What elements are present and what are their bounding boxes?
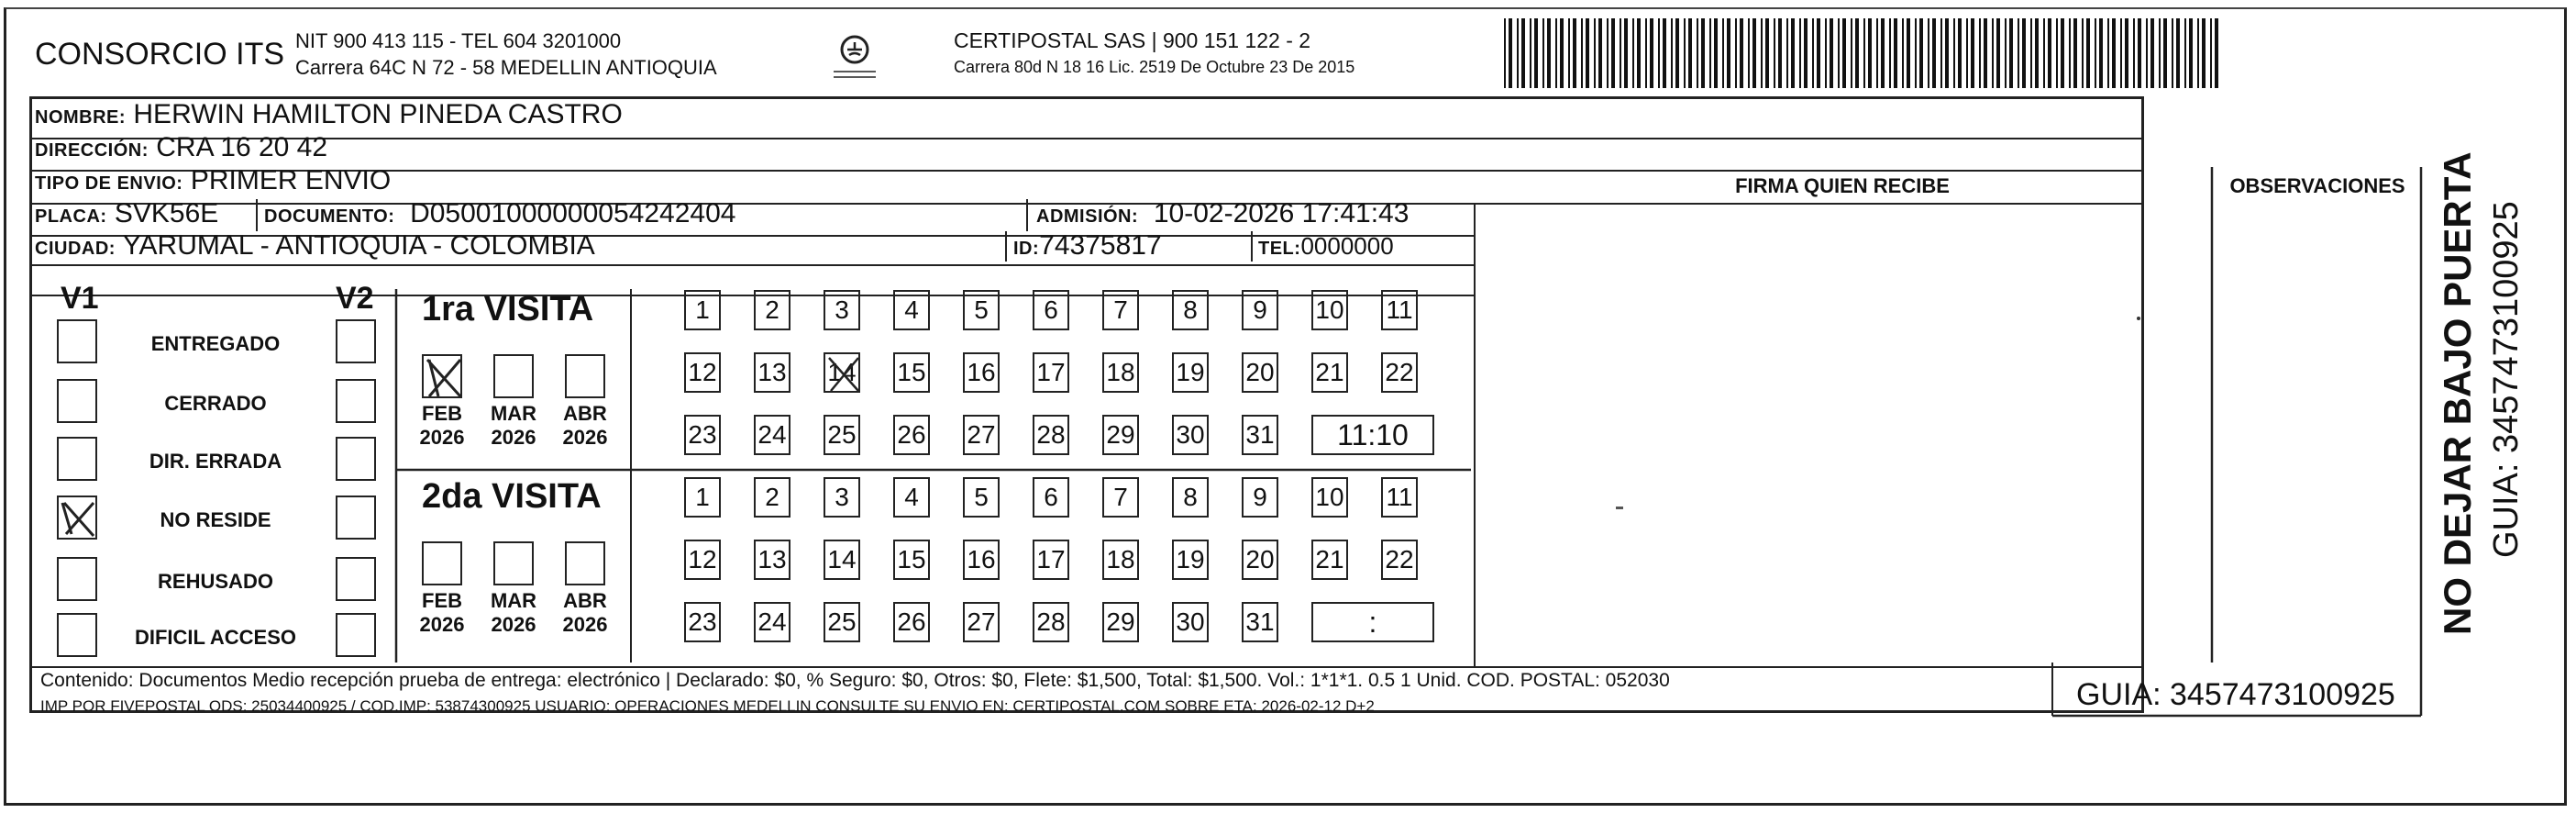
footer-content: Contenido: Documentos Medio recepción prueba de entrega: electrónico | Declarado: $0, % Seguro: $0, Otros: $0, Flete: $1,500, Total: $1,500. Vol.: 1*1*1. 0.5 1 Unid. COD. POSTAL: 052030 xyxy=(40,670,1670,691)
day-number: 5 xyxy=(974,483,989,511)
day-box[interactable] xyxy=(824,477,860,518)
v1-checkbox[interactable] xyxy=(57,319,97,363)
month-label xyxy=(415,589,470,637)
day-number: 2 xyxy=(765,295,779,324)
day-number: 1 xyxy=(695,483,710,511)
ciudad-value: YARUMAL - ANTIOQUIA - COLOMBIA xyxy=(122,230,595,261)
day-number: 4 xyxy=(904,483,919,511)
day-number: 3 xyxy=(835,295,849,324)
status-label: CERRADO xyxy=(164,392,267,415)
month-checkbox[interactable] xyxy=(422,354,462,398)
id-value: 74375817 xyxy=(1039,230,1162,261)
status-label: REHUSADO xyxy=(158,570,273,593)
v2-checkbox[interactable] xyxy=(336,557,376,601)
day-box[interactable] xyxy=(754,290,790,330)
day-box[interactable] xyxy=(893,290,930,330)
day-number: 14 xyxy=(827,545,857,574)
day-number: 5 xyxy=(974,295,989,324)
v1-checkbox[interactable] xyxy=(57,557,97,601)
month-checkbox[interactable] xyxy=(565,354,605,398)
day-number: 20 xyxy=(1245,358,1275,386)
observaciones-header: OBSERVACIONES xyxy=(2229,174,2405,197)
day-box[interactable] xyxy=(1102,290,1139,330)
day-box[interactable] xyxy=(1311,540,1348,580)
admision-row xyxy=(1036,198,1409,229)
day-box[interactable] xyxy=(893,602,930,642)
day-box[interactable] xyxy=(963,290,1000,330)
month-checkbox[interactable] xyxy=(493,354,534,398)
month-checkbox[interactable] xyxy=(565,541,605,585)
day-box[interactable] xyxy=(1242,602,1278,642)
day-number: 30 xyxy=(1176,607,1205,636)
placa-label: PLACA: xyxy=(35,206,107,227)
day-box[interactable] xyxy=(824,352,860,393)
day-box[interactable] xyxy=(963,540,1000,580)
day-box[interactable] xyxy=(963,477,1000,518)
documento-row xyxy=(264,198,735,229)
day-number: 22 xyxy=(1385,545,1414,574)
admision-label: ADMISIÓN: xyxy=(1036,206,1139,227)
day-number: 11 xyxy=(1386,483,1413,511)
day-box[interactable] xyxy=(684,290,721,330)
day-number: 2 xyxy=(765,483,779,511)
day-box[interactable] xyxy=(893,352,930,393)
day-box[interactable] xyxy=(684,477,721,518)
day-box[interactable] xyxy=(1102,352,1139,393)
day-box[interactable] xyxy=(1172,540,1209,580)
status-label: DIR. ERRADA xyxy=(149,450,282,473)
month-label xyxy=(486,402,541,450)
day-number: 25 xyxy=(827,607,857,636)
day-box[interactable] xyxy=(754,540,790,580)
day-box[interactable] xyxy=(1172,352,1209,393)
direccion-label: DIRECCIÓN: xyxy=(35,140,149,161)
v1-header: V1 xyxy=(61,281,99,316)
month-checkbox[interactable] xyxy=(422,541,462,585)
day-box[interactable] xyxy=(1242,540,1278,580)
v2-checkbox[interactable] xyxy=(336,379,376,423)
tipo-row xyxy=(35,165,391,196)
v1-checkbox[interactable] xyxy=(57,496,97,540)
day-box[interactable] xyxy=(1381,540,1418,580)
day-box[interactable] xyxy=(1102,415,1139,455)
day-number: 10 xyxy=(1315,483,1344,511)
day-number: 30 xyxy=(1176,420,1205,449)
day-number: 22 xyxy=(1385,358,1414,386)
day-box[interactable] xyxy=(1102,602,1139,642)
visit-title: 2da VISITA xyxy=(422,477,602,516)
id-label: ID: xyxy=(1013,239,1040,259)
day-number: 15 xyxy=(897,358,926,386)
day-box[interactable] xyxy=(824,415,860,455)
day-number: 13 xyxy=(757,545,787,574)
day-number: 27 xyxy=(967,607,996,636)
day-number: 8 xyxy=(1183,483,1198,511)
day-number: 27 xyxy=(967,420,996,449)
day-box[interactable] xyxy=(754,477,790,518)
month-label xyxy=(415,402,470,450)
documento-value: D05001000000054242404 xyxy=(410,198,736,228)
day-box[interactable] xyxy=(684,540,721,580)
day-number: 6 xyxy=(1044,295,1058,324)
signature-mark xyxy=(1616,507,1623,509)
day-box[interactable] xyxy=(1242,352,1278,393)
id-row xyxy=(1013,230,1162,262)
day-number: 29 xyxy=(1106,420,1135,449)
day-box[interactable] xyxy=(1033,540,1069,580)
day-number: 31 xyxy=(1245,607,1275,636)
month-year: 2026 xyxy=(491,426,536,449)
month-label xyxy=(486,589,541,637)
month-year: 2026 xyxy=(419,613,465,636)
day-box[interactable] xyxy=(1242,290,1278,330)
day-box[interactable] xyxy=(1102,477,1139,518)
v1-checkbox[interactable] xyxy=(57,613,97,657)
day-number: 13 xyxy=(757,358,787,386)
day-box[interactable] xyxy=(1311,477,1348,518)
day-number: 23 xyxy=(688,420,717,449)
day-box[interactable] xyxy=(1242,477,1278,518)
tel-row xyxy=(1258,232,1394,261)
day-box[interactable] xyxy=(1381,477,1418,518)
day-number: 18 xyxy=(1106,545,1135,574)
day-box[interactable] xyxy=(1172,602,1209,642)
tel-label: TEL: xyxy=(1258,239,1301,259)
day-box[interactable] xyxy=(1311,352,1348,393)
tipo-value: PRIMER ENVIO xyxy=(190,165,392,195)
day-box[interactable] xyxy=(684,602,721,642)
day-box[interactable] xyxy=(1033,477,1069,518)
v1-checkbox[interactable] xyxy=(57,379,97,423)
v2-header: V2 xyxy=(336,281,374,316)
certipostal-nit: CERTIPOSTAL SAS | 900 151 122 - 2 xyxy=(954,28,1311,52)
certipostal-address: Carrera 80d N 18 16 Lic. 2519 De Octubre 23 De 2015 xyxy=(954,58,1355,76)
day-box[interactable] xyxy=(1242,415,1278,455)
day-number: 9 xyxy=(1253,483,1267,511)
day-number: 20 xyxy=(1245,545,1275,574)
v1-checkbox[interactable] xyxy=(57,437,97,481)
day-box[interactable] xyxy=(824,540,860,580)
placa-row xyxy=(35,198,218,229)
day-number: 9 xyxy=(1253,295,1267,324)
direccion-row xyxy=(35,132,327,163)
day-number: 25 xyxy=(827,420,857,449)
day-number: 3 xyxy=(835,483,849,511)
month-name: ABR xyxy=(563,402,607,425)
v2-checkbox[interactable] xyxy=(336,496,376,540)
time-box[interactable]: 11:10 xyxy=(1311,415,1434,455)
time-box[interactable]: : xyxy=(1311,602,1434,642)
company-address: Carrera 64C N 72 - 58 MEDELLIN ANTIOQUIA xyxy=(295,56,717,79)
day-box[interactable] xyxy=(893,415,930,455)
status-label: ENTREGADO xyxy=(150,332,281,355)
day-number: 15 xyxy=(897,545,926,574)
day-number: 18 xyxy=(1106,358,1135,386)
day-number: 16 xyxy=(967,358,996,386)
day-box[interactable] xyxy=(963,352,1000,393)
month-name: MAR xyxy=(490,589,537,612)
day-number: 14 xyxy=(827,358,857,386)
day-number: 16 xyxy=(967,545,996,574)
day-number: 12 xyxy=(688,358,717,386)
day-box[interactable] xyxy=(1033,352,1069,393)
day-box[interactable] xyxy=(1311,290,1348,330)
day-box[interactable] xyxy=(963,415,1000,455)
tel-value: 0000000 xyxy=(1300,232,1394,260)
footer-guia: GUIA: 3457473100925 xyxy=(2076,677,2395,712)
day-number: 12 xyxy=(688,545,717,574)
day-number: 21 xyxy=(1315,358,1344,386)
nombre-row xyxy=(35,99,623,130)
day-number: 23 xyxy=(688,607,717,636)
day-number: 17 xyxy=(1036,545,1066,574)
tipo-label: TIPO DE ENVIO: xyxy=(35,173,183,194)
ciudad-label: CIUDAD: xyxy=(35,239,116,259)
no-dejar-bajo-puerta: NO DEJAR BAJO PUERTA xyxy=(2436,151,2479,635)
day-box[interactable] xyxy=(1172,477,1209,518)
day-box[interactable] xyxy=(893,540,930,580)
day-box[interactable] xyxy=(824,602,860,642)
day-number: 19 xyxy=(1176,545,1205,574)
day-box[interactable] xyxy=(754,415,790,455)
day-number: 28 xyxy=(1036,420,1066,449)
day-number: 8 xyxy=(1183,295,1198,324)
day-box[interactable] xyxy=(684,352,721,393)
nombre-value: HERWIN HAMILTON PINEDA CASTRO xyxy=(133,99,623,129)
month-name: ABR xyxy=(563,589,607,612)
month-year: 2026 xyxy=(562,426,608,449)
side-guia: GUIA: 3457473100925 xyxy=(2487,201,2526,558)
day-box[interactable] xyxy=(1172,415,1209,455)
day-number: 31 xyxy=(1245,420,1275,449)
company-name: CONSORCIO ITS xyxy=(35,37,285,72)
footer-imp: IMP POR FIVEPOSTAL ODS: 25034400925 / COD.IMP: 53874300925 USUARIO: OPERACIONES MEDELLIN CONSULTE SU ENVIO EN: CERTIPOSTAL.COM SOBRE ETA: 2026-02-12 D+2 xyxy=(40,697,1375,715)
day-number: 29 xyxy=(1106,607,1135,636)
day-number: 24 xyxy=(757,607,787,636)
day-number: 6 xyxy=(1044,483,1058,511)
status-label: DIFICIL ACCESO xyxy=(134,626,296,649)
month-name: FEB xyxy=(422,402,462,425)
signature-dot xyxy=(2137,317,2140,320)
day-box[interactable] xyxy=(684,415,721,455)
day-number: 28 xyxy=(1036,607,1066,636)
day-number: 26 xyxy=(897,607,926,636)
day-box[interactable] xyxy=(1381,352,1418,393)
day-box[interactable] xyxy=(824,290,860,330)
month-label xyxy=(558,402,613,450)
day-number: 19 xyxy=(1176,358,1205,386)
day-box[interactable] xyxy=(963,602,1000,642)
day-box[interactable] xyxy=(1033,602,1069,642)
month-year: 2026 xyxy=(419,426,465,449)
month-name: FEB xyxy=(422,589,462,612)
documento-label: DOCUMENTO: xyxy=(264,206,395,227)
status-label: NO RESIDE xyxy=(160,508,271,531)
day-number: 26 xyxy=(897,420,926,449)
day-box[interactable] xyxy=(1033,290,1069,330)
direccion-value: CRA 16 20 42 xyxy=(156,132,328,162)
day-number: 11 xyxy=(1386,295,1413,324)
v2-checkbox[interactable] xyxy=(336,613,376,657)
day-box[interactable] xyxy=(1172,290,1209,330)
day-box[interactable] xyxy=(1102,540,1139,580)
day-number: 24 xyxy=(757,420,787,449)
day-box[interactable] xyxy=(1033,415,1069,455)
month-year: 2026 xyxy=(562,613,608,636)
visit-title: 1ra VISITA xyxy=(422,290,594,329)
day-number: 4 xyxy=(904,295,919,324)
day-number: 21 xyxy=(1315,545,1344,574)
month-checkbox[interactable] xyxy=(493,541,534,585)
day-box[interactable] xyxy=(1381,290,1418,330)
company-nit: NIT 900 413 115 - TEL 604 3201000 xyxy=(295,29,622,52)
placa-value: SVK56E xyxy=(114,198,219,228)
month-name: MAR xyxy=(490,402,537,425)
day-number: 7 xyxy=(1113,295,1128,324)
day-number: 17 xyxy=(1036,358,1066,386)
day-number: 10 xyxy=(1315,295,1344,324)
day-box[interactable] xyxy=(754,352,790,393)
day-number: 1 xyxy=(695,295,710,324)
v2-checkbox[interactable] xyxy=(336,319,376,363)
month-label xyxy=(558,589,613,637)
day-number: 7 xyxy=(1113,483,1128,511)
day-box[interactable] xyxy=(893,477,930,518)
firma-header: FIRMA QUIEN RECIBE xyxy=(1735,174,1950,197)
ciudad-row xyxy=(35,230,595,262)
month-year: 2026 xyxy=(491,613,536,636)
v2-checkbox[interactable] xyxy=(336,437,376,481)
nombre-label: NOMBRE: xyxy=(35,107,127,128)
day-box[interactable] xyxy=(754,602,790,642)
admision-value: 10-02-2026 17:41:43 xyxy=(1153,198,1410,228)
